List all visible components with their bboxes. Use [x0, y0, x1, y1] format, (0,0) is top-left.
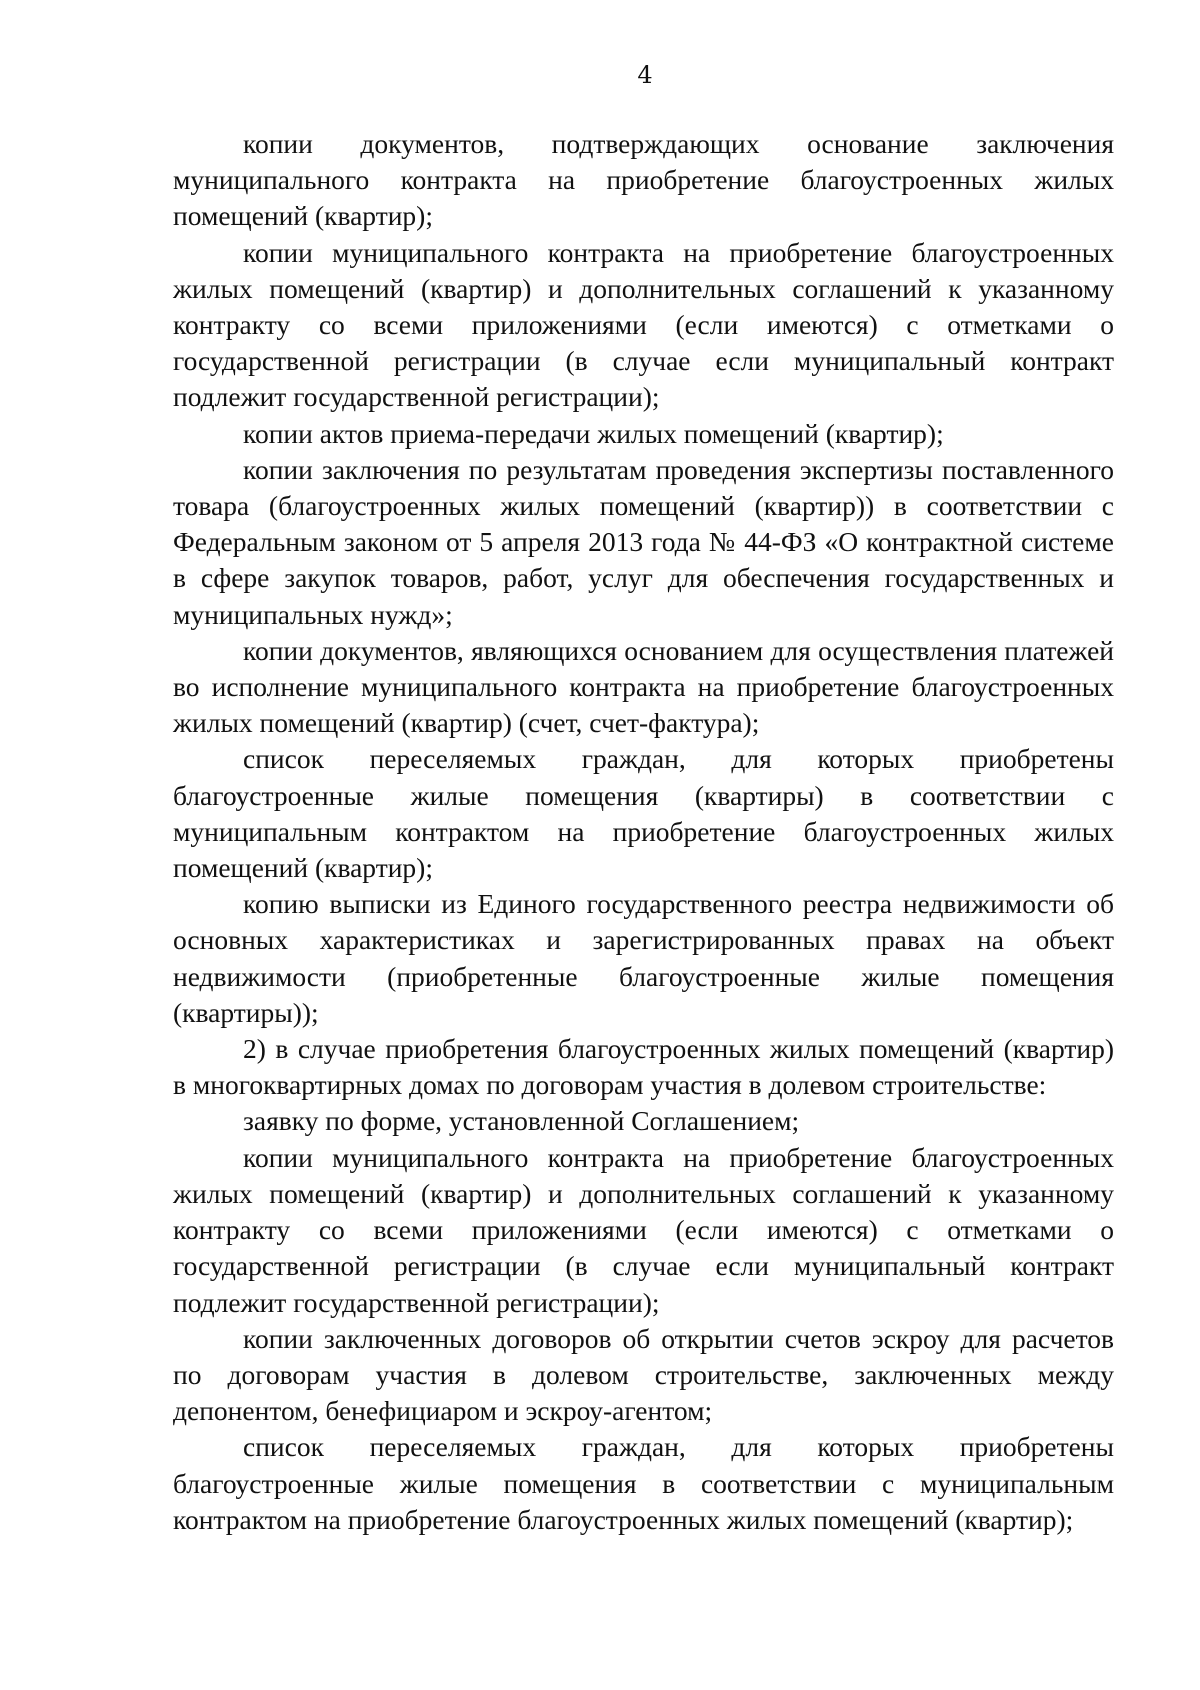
paragraph: копии заключения по результатам проведения экспертизы поставленного товара (благоустроенных жилых помещений (квартир)) в соответствии с Федеральным законом от 5 апреля 2013 года № 44-ФЗ «О контрактной системе в сфере закупок товаров, работ, услуг для обеспечения государственных и муниципальных нужд»;: [173, 453, 1114, 630]
paragraph: копии документов, подтверждающих основание заключения муниципального контракта на приобретение благоустроенных жилых помещений (квартир);: [173, 128, 1114, 232]
paragraph: копии заключенных договоров об открытии счетов эскроу для расчетов по договорам участия в долевом строительстве, заключенных между депонентом, бенефициаром и эскроу-агентом;: [173, 1322, 1114, 1427]
paragraph: копии документов, являющихся основанием для осуществления платежей во исполнение муниципального контракта на приобретение благоустроенных жилых помещений (квартир) (счет, счет-фактура);: [173, 634, 1114, 739]
paragraph: 2) в случае приобретения благоустроенных жилых помещений (квартир) в многоквартирных домах по договорам участия в долевом строительстве:: [173, 1033, 1114, 1101]
paragraph: список переселяемых граждан, для которых приобретены благоустроенные жилые помещения (квартиры) в соответствии с муниципальным контрактом на приобретение благоустроенных жилых помещений (квартир);: [173, 743, 1114, 884]
page-number: 4: [637, 61, 653, 89]
document-body: [173, 126, 1114, 1538]
paragraph: копии муниципального контракта на приобретение благоустроенных жилых помещений (квартир) и дополнительных соглашений к указанному контракту со всеми приложениями (если имеются) с отметками о государственной регистрации (в случае если муниципальный контракт подлежит государственной регистрации);: [173, 236, 1114, 413]
paragraph: копию выписки из Единого государственного реестра недвижимости об основных характеристиках и зарегистрированных правах на объект недвижимости (приобретенные благоустроенные жилые помещения (квартиры));: [173, 888, 1114, 1028]
paragraph: копии актов приема-передачи жилых помещений (квартир);: [243, 417, 944, 449]
paragraph: заявку по форме, установленной Соглашением;: [243, 1105, 800, 1137]
paragraph: копии муниципального контракта на приобретение благоустроенных жилых помещений (квартир) и дополнительных соглашений к указанному контракту со всеми приложениями (если имеются) с отметками о государственной регистрации (в случае если муниципальный контракт подлежит государственной регистрации);: [173, 1141, 1114, 1318]
paragraph: список переселяемых граждан, для которых приобретены благоустроенные жилые помещения в соответствии с муниципальным контрактом на приобретение благоустроенных жилых помещений (квартир);: [173, 1431, 1114, 1535]
